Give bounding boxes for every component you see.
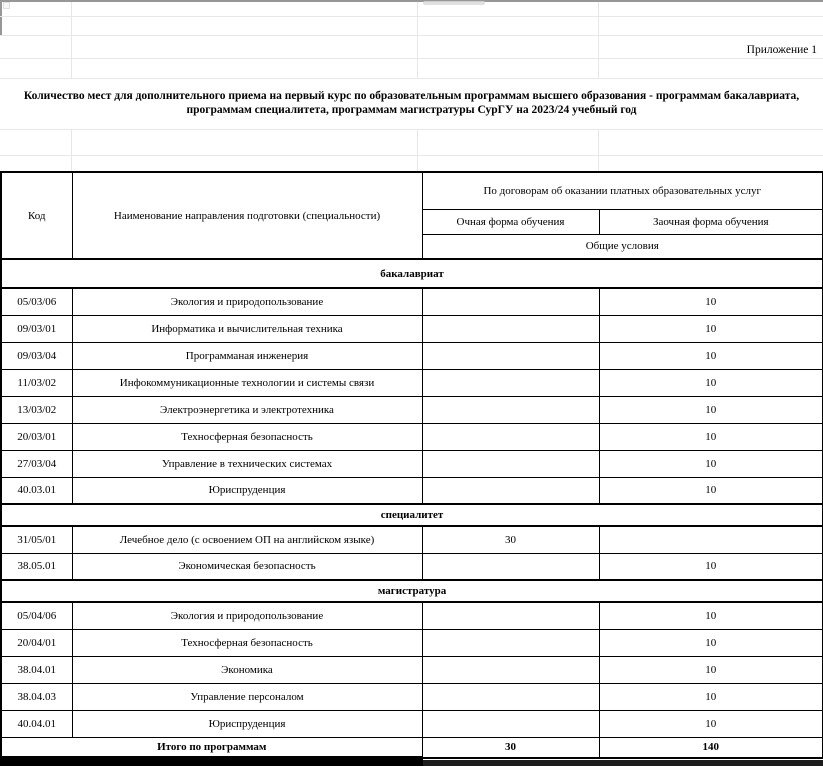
table-row [1,553,823,580]
cell-part-time: 10 [599,656,823,683]
total-label: Итого по программам [1,737,422,758]
table-row [1,423,823,450]
gridline [0,16,823,17]
section-row-magistratura [1,580,823,602]
header-name: Наименование направления подготовки (специальности) [72,172,422,259]
gridline [0,78,823,79]
cell-part-time: 10 [599,710,823,737]
annex-label: Приложение 1 [746,44,817,56]
header-code: Код [1,172,72,259]
table-row [1,683,823,710]
section-label: бакалавриат [1,259,823,288]
section-row-specialitet [1,504,823,526]
cell-part-time: 10 [599,342,823,369]
gridline [0,58,823,59]
document-title: Количество мест для дополнительного приема на первый курс по образовательным программам высшего образования - программам бакалавриата, программам специалитета, программам магистратуры СурГУ на 2023/24 учебный год [23,90,800,116]
table-row [1,602,823,629]
cell-part-time: 10 [599,369,823,396]
table-row [1,656,823,683]
cell-name: Юриспруденция [72,477,422,504]
header-part-time: Заочная форма обучения [599,209,823,234]
section-label: специалитет [1,504,823,526]
cell-part-time: 10 [599,553,823,580]
cell-name: Техносферная безопасность [72,629,422,656]
gridline [0,155,823,156]
cell-name: Управление персоналом [72,683,422,710]
cell-code: 40.04.01 [1,710,72,737]
cell-full-time [422,450,599,477]
cell-name: Электроэнергетика и электротехника [72,396,422,423]
cell-full-time [422,656,599,683]
cell-part-time: 10 [599,288,823,315]
cell-code: 40.03.01 [1,477,72,504]
gridline [0,35,823,36]
cell-code: 20/03/01 [1,423,72,450]
cell-part-time: 10 [599,450,823,477]
cell-full-time [422,342,599,369]
cell-part-time [599,526,823,553]
cell-name: Техносферная безопасность [72,423,422,450]
cell-name: Юриспруденция [72,710,422,737]
cell-code: 38.04.03 [1,683,72,710]
cell-full-time [422,369,599,396]
sheet-left-border [0,0,2,36]
cell-name: Экология и природопользование [72,288,422,315]
cell-full-time [422,477,599,504]
table-row [1,526,823,553]
cell-code: 11/03/02 [1,369,72,396]
table-row [1,342,823,369]
cell-full-time [422,288,599,315]
header-row-1 [1,172,823,209]
gridline [417,129,418,171]
cell-full-time [422,602,599,629]
cell-name: Информатика и вычислительная техника [72,315,422,342]
cell-full-time [422,396,599,423]
cell-full-time: 30 [422,526,599,553]
cell-code: 13/03/02 [1,396,72,423]
cell-name: Управление в технических системах [72,450,422,477]
cell-selection-marker [3,2,10,9]
gridline [598,129,599,171]
cell-part-time: 10 [599,396,823,423]
cell-full-time [422,315,599,342]
admissions-table [0,171,823,759]
cell-code: 20/04/01 [1,629,72,656]
sheet-top-border [0,0,823,2]
gridline [71,129,72,171]
cell-name: Экономическая безопасность [72,553,422,580]
header-full-time: Очная форма обучения [422,209,599,234]
cell-code: 09/03/01 [1,315,72,342]
scrollbar-thumb[interactable] [0,756,423,766]
gridline [0,129,823,130]
cell-full-time [422,710,599,737]
gridline [417,2,418,78]
header-paid-group: По договорам об оказании платных образовательных услуг [422,172,823,209]
cell-full-time [422,553,599,580]
table-row [1,315,823,342]
cell-full-time [422,423,599,450]
total-row [1,737,823,758]
clipped-text-remnant [423,1,485,5]
table-row [1,369,823,396]
cell-name: Экономика [72,656,422,683]
gridline [71,2,72,78]
total-full-time: 30 [422,737,599,758]
cell-part-time: 10 [599,477,823,504]
table-row [1,450,823,477]
cell-name: Инфокоммуникационные технологии и системы связи [72,369,422,396]
section-row-bakalavriat [1,259,823,288]
cell-part-time: 10 [599,315,823,342]
cell-code: 27/03/04 [1,450,72,477]
table-row [1,396,823,423]
cell-code: 09/03/04 [1,342,72,369]
cell-name: Экология и природопользование [72,602,422,629]
cell-code: 38.05.01 [1,553,72,580]
cell-full-time [422,683,599,710]
gridline [598,2,599,78]
cell-code: 05/03/06 [1,288,72,315]
table-row [1,629,823,656]
cell-code: 05/04/06 [1,602,72,629]
header-conditions: Общие условия [422,234,823,259]
total-part-time: 140 [599,737,823,758]
cell-name: Лечебное дело (с освоением ОП на английском языке) [72,526,422,553]
cell-part-time: 10 [599,423,823,450]
cell-code: 31/05/01 [1,526,72,553]
cell-name: Программаная инженерия [72,342,422,369]
cell-part-time: 10 [599,629,823,656]
table-row [1,288,823,315]
table-row [1,477,823,504]
section-label: магистратура [1,580,823,602]
cell-part-time: 10 [599,602,823,629]
cell-part-time: 10 [599,683,823,710]
cell-code: 38.04.01 [1,656,72,683]
table-row [1,710,823,737]
cell-full-time [422,629,599,656]
